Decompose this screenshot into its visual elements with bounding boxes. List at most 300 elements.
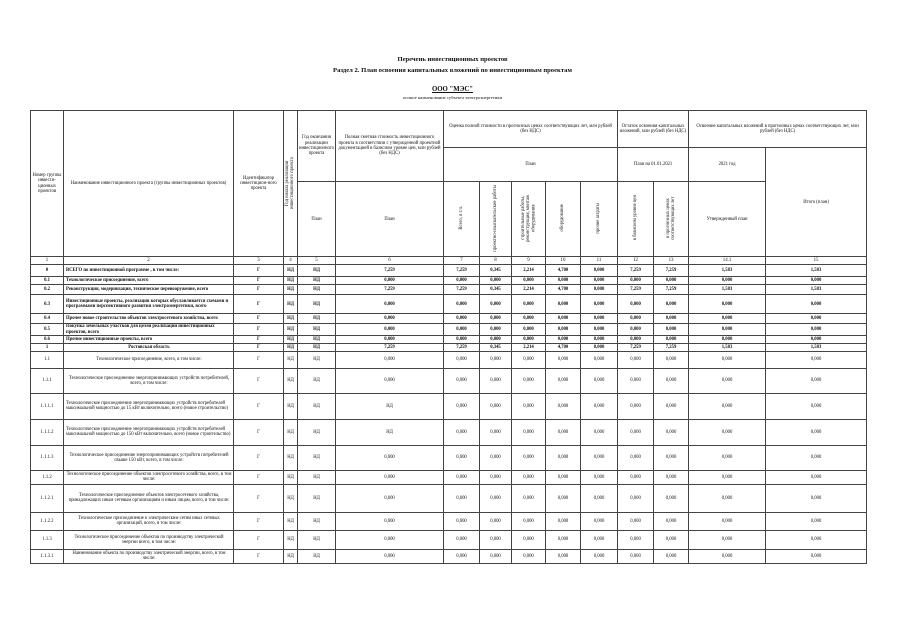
row-cell-v8: 0,345 [480, 265, 512, 277]
row-cell-v10: 4,700 [546, 343, 581, 351]
row-cell-v15: 1,583 [766, 265, 867, 277]
row-cell-v12: 0,000 [618, 335, 654, 343]
column-number: 1 [31, 257, 64, 265]
row-cell-v9: 0,000 [512, 324, 546, 336]
header-remaining-plan: План на 01.01.2021 [618, 148, 689, 182]
row-cell-v12: 7,259 [618, 343, 654, 351]
column-number: 15 [766, 257, 867, 265]
row-cell-v15: 0,000 [766, 324, 867, 336]
row-cell-v9: 0,000 [512, 295, 546, 314]
header-forecast-prices-text: в прогнозных ценах соответствующих лет [665, 196, 677, 240]
row-cell-name: Технологическое присоединение, всего, в том числе: [64, 351, 234, 368]
row-cell-v7: 0,000 [444, 314, 480, 324]
row-cell-v13: 0,000 [654, 419, 689, 445]
row-cell-v15: 1,583 [766, 285, 867, 295]
row-cell-v11: 0,000 [581, 484, 618, 512]
row-cell-full: 0,000 [336, 295, 444, 314]
row-cell-y1: НД [284, 393, 298, 419]
row-cell-v14: 0,000 [689, 314, 766, 324]
row-cell-num: 1.1.1.1 [31, 393, 64, 419]
header-other-costs [581, 182, 618, 257]
column-number: 7 [444, 257, 480, 265]
row-cell-y2: НД [298, 343, 336, 351]
row-cell-full: 7,259 [336, 265, 444, 277]
row-cell-v13: 0,000 [654, 351, 689, 368]
row-cell-id: Г [234, 445, 284, 470]
row-cell-v8: 0,345 [480, 285, 512, 295]
row-cell-id: Г [234, 351, 284, 368]
row-cell-v12: 0,000 [618, 295, 654, 314]
table-row [31, 265, 867, 277]
row-cell-num: 1.1.2.1 [31, 484, 64, 512]
table-row [31, 549, 867, 563]
row-cell-v14: 0,000 [689, 419, 766, 445]
row-cell-v7: 0,000 [444, 419, 480, 445]
row-cell-v8: 0,000 [480, 277, 512, 285]
column-number: 2 [64, 257, 234, 265]
row-cell-v12: 0,000 [618, 393, 654, 419]
row-cell-v13: 7,259 [654, 265, 689, 277]
row-cell-name: ВСЕГО по инвестиционной программе , в том числе: [64, 265, 234, 277]
row-cell-v13: 0,000 [654, 549, 689, 563]
row-cell-v7: 0,000 [444, 549, 480, 563]
row-cell-v9: 0,000 [512, 512, 546, 530]
column-number: 13 [654, 257, 689, 265]
row-cell-full: 0,000 [336, 335, 444, 343]
section-title: Раздел 2. План освоения капитальных вложений по инвестиционным проектам [333, 67, 572, 74]
row-cell-y2: НД [298, 295, 336, 314]
row-cell-num: 1.1.1.3 [31, 445, 64, 470]
table-body [31, 265, 867, 564]
row-cell-name: Технологическое присоединение энергопринимающих устройств потребителей максимальной мощностью до 15 кВт включительно, всего (новое строительство) [64, 393, 234, 419]
row-cell-v12: 0,000 [618, 314, 654, 324]
column-number: 8 [480, 257, 512, 265]
row-cell-id: Г [234, 512, 284, 530]
row-cell-num: 0.1 [31, 277, 64, 285]
row-cell-full: НД [336, 419, 444, 445]
row-cell-v14: 0,000 [689, 484, 766, 512]
row-cell-num: 0.4 [31, 314, 64, 324]
table-row [31, 393, 867, 419]
row-cell-v7: 7,259 [444, 343, 480, 351]
row-cell-v15: 0,000 [766, 549, 867, 563]
row-cell-v14: 0,000 [689, 530, 766, 549]
row-cell-y1: НД [284, 445, 298, 470]
row-cell-v12: 0,000 [618, 470, 654, 484]
row-cell-id: Г [234, 324, 284, 336]
row-cell-v15: 0,000 [766, 295, 867, 314]
row-cell-v12: 0,000 [618, 277, 654, 285]
row-cell-full: 0,000 [336, 351, 444, 368]
row-cell-v13: 0,000 [654, 314, 689, 324]
row-cell-full: 0,000 [336, 512, 444, 530]
row-cell-id: Г [234, 470, 284, 484]
row-cell-v9: 0,000 [512, 445, 546, 470]
row-cell-y1: НД [284, 512, 298, 530]
row-cell-full: 0,000 [336, 530, 444, 549]
header-equipment-text: оборудование [560, 204, 566, 232]
row-cell-v9: 0,000 [512, 277, 546, 285]
row-cell-name: Прочие инвестиционные проекты, всего [64, 335, 234, 343]
row-cell-id: Г [234, 549, 284, 563]
column-number: 3 [234, 257, 284, 265]
header-design-works-text: проектно-изыскательские работы [492, 184, 498, 252]
row-cell-v13: 7,259 [654, 285, 689, 295]
row-cell-num: 0.6 [31, 335, 64, 343]
row-cell-v14: 0,000 [689, 295, 766, 314]
row-cell-v14: 0,000 [689, 393, 766, 419]
row-cell-y1: НД [284, 335, 298, 343]
row-cell-v13: 0,000 [654, 470, 689, 484]
header-base-prices [618, 182, 654, 257]
row-cell-v13: 0,000 [654, 324, 689, 336]
row-cell-num: 1.1.3 [31, 530, 64, 549]
row-cell-full: 0,000 [336, 445, 444, 470]
row-cell-v10: 0,000 [546, 393, 581, 419]
row-cell-full: 7,259 [336, 285, 444, 295]
column-numbers-row [31, 257, 867, 265]
row-cell-v14: 0,000 [689, 277, 766, 285]
row-cell-v13: 0,000 [654, 512, 689, 530]
header-other-costs-text: прочие затраты [596, 202, 602, 234]
row-cell-v9: 2,214 [512, 285, 546, 295]
row-cell-id: Г [234, 530, 284, 549]
row-cell-name: Инвестиционные проекты, реализация которых обуславливается схемами и программами перспективного развития электроэнергетики, всего [64, 295, 234, 314]
header-end-year: Год окончания реализации инвестиционного проекта [298, 111, 336, 182]
row-cell-v10: 0,000 [546, 445, 581, 470]
header-equipment [546, 182, 581, 257]
table-row [31, 484, 867, 512]
row-cell-v14: 0,000 [689, 324, 766, 336]
row-cell-v10: 4,700 [546, 285, 581, 295]
row-cell-y2: НД [298, 277, 336, 285]
row-cell-v8: 0,000 [480, 549, 512, 563]
row-cell-y2: НД [298, 285, 336, 295]
row-cell-name: Прочее новое строительство объектов электросетевого хозяйства, всего [64, 314, 234, 324]
header-start-year-text: Год начала реализации инвестиционного проекта [285, 156, 296, 209]
column-number: 14.1 [689, 257, 766, 265]
row-cell-v11: 0,000 [581, 470, 618, 484]
row-cell-v12: 0,000 [618, 419, 654, 445]
row-cell-y2: НД [298, 351, 336, 368]
row-cell-v10: 0,000 [546, 512, 581, 530]
row-cell-v9: 0,000 [512, 549, 546, 563]
row-cell-v15: 0,000 [766, 335, 867, 343]
row-cell-v10: 0,000 [546, 470, 581, 484]
row-cell-id: Г [234, 335, 284, 343]
row-cell-id: Г [234, 484, 284, 512]
row-cell-v10: 0,000 [546, 530, 581, 549]
header-total-incl [444, 182, 480, 257]
row-cell-v15: 0,000 [766, 419, 867, 445]
table-row [31, 530, 867, 549]
row-cell-id: Г [234, 295, 284, 314]
row-cell-v9: 0,000 [512, 368, 546, 393]
row-cell-full: 0,000 [336, 314, 444, 324]
company-name: ООО "МЭС" [431, 86, 474, 93]
row-cell-v10: 0,000 [546, 549, 581, 563]
row-cell-num: 1.1.2 [31, 470, 64, 484]
row-cell-v8: 0,000 [480, 512, 512, 530]
row-cell-num: 0.2 [31, 285, 64, 295]
row-cell-num: 1.1.3.1 [31, 549, 64, 563]
row-cell-v10: 0,000 [546, 484, 581, 512]
row-cell-v8: 0,345 [480, 343, 512, 351]
row-cell-y1: НД [284, 549, 298, 563]
row-cell-v15: 0,000 [766, 484, 867, 512]
row-cell-v14: 0,000 [689, 549, 766, 563]
header-total-incl-text: Всего, в т.ч. [458, 206, 464, 230]
table-row [31, 277, 867, 285]
row-cell-v11: 0,000 [581, 277, 618, 285]
row-cell-v8: 0,000 [480, 419, 512, 445]
row-cell-v7: 0,000 [444, 335, 480, 343]
header-end-year-plan: План [298, 182, 336, 257]
header-total-plan: Итого (план) [766, 148, 867, 257]
row-cell-y2: НД [298, 512, 336, 530]
row-cell-v14: 0,000 [689, 335, 766, 343]
row-cell-full: 0,000 [336, 549, 444, 563]
row-cell-v8: 0,000 [480, 484, 512, 512]
header-approved-plan: Утвержденный план [689, 182, 766, 257]
row-cell-v10: 0,000 [546, 314, 581, 324]
table-row [31, 445, 867, 470]
row-cell-y2: НД [298, 368, 336, 393]
row-cell-v15: 0,000 [766, 445, 867, 470]
row-cell-full: НД [336, 393, 444, 419]
row-cell-name: Технологическое присоединение, всего [64, 277, 234, 285]
row-cell-num: 1.1.2.2 [31, 512, 64, 530]
row-cell-y1: НД [284, 324, 298, 336]
row-cell-v11: 0,000 [581, 295, 618, 314]
row-cell-v8: 0,000 [480, 393, 512, 419]
row-cell-v13: 7,259 [654, 343, 689, 351]
row-cell-v15: 1,583 [766, 343, 867, 351]
row-cell-num: 0.3 [31, 295, 64, 314]
row-cell-v9: 2,214 [512, 343, 546, 351]
row-cell-v12: 7,259 [618, 265, 654, 277]
row-cell-num: 1 [31, 343, 64, 351]
row-cell-v10: 0,000 [546, 335, 581, 343]
row-cell-y2: НД [298, 484, 336, 512]
header-forecast-plan: План [444, 148, 618, 182]
header-construction-works [512, 182, 546, 257]
row-cell-v15: 0,000 [766, 351, 867, 368]
row-cell-v11: 0,000 [581, 549, 618, 563]
column-number: 10 [546, 257, 581, 265]
row-cell-y2: НД [298, 549, 336, 563]
row-cell-id: Г [234, 277, 284, 285]
row-cell-v15: 0,000 [766, 368, 867, 393]
row-cell-id: Г [234, 393, 284, 419]
header-design-works [480, 182, 512, 257]
row-cell-v13: 0,000 [654, 335, 689, 343]
row-cell-v8: 0,000 [480, 335, 512, 343]
row-cell-y2: НД [298, 335, 336, 343]
row-cell-v8: 0,000 [480, 314, 512, 324]
row-cell-y2: НД [298, 445, 336, 470]
row-cell-y1: НД [284, 368, 298, 393]
row-cell-v9: 0,000 [512, 314, 546, 324]
row-cell-v7: 0,000 [444, 393, 480, 419]
row-cell-v7: 0,000 [444, 530, 480, 549]
company-caption: полное наименование субъекта электроэнергетики [402, 95, 503, 100]
header-construction-works-text: строительные работы, реконструкция, монтаж оборудования [520, 194, 537, 242]
row-cell-v13: 0,000 [654, 530, 689, 549]
row-cell-v7: 0,000 [444, 324, 480, 336]
header-start-year [284, 111, 298, 257]
row-cell-v11: 0,000 [581, 335, 618, 343]
row-cell-y1: НД [284, 419, 298, 445]
row-cell-v11: 0,000 [581, 265, 618, 277]
row-cell-full: 0,000 [336, 470, 444, 484]
row-cell-name: Покупка земельных участков для целей реализации инвестиционных проектов, всего [64, 324, 234, 336]
row-cell-v12: 0,000 [618, 512, 654, 530]
row-cell-v9: 0,000 [512, 484, 546, 512]
row-cell-v15: 0,000 [766, 314, 867, 324]
row-cell-v14: 1,583 [689, 343, 766, 351]
row-cell-v15: 0,000 [766, 512, 867, 530]
header-development: Освоение капитальных вложений в прогнозных ценах соответствующих лет, млн рублей (без НДС) [689, 111, 867, 148]
row-cell-v8: 0,000 [480, 470, 512, 484]
column-number: 12 [618, 257, 654, 265]
row-cell-name: Технологическое присоединение к электрическим сетям иных сетевых организаций, всего, в том числе: [64, 512, 234, 530]
row-cell-v10: 0,000 [546, 419, 581, 445]
row-cell-y1: НД [284, 295, 298, 314]
row-cell-v8: 0,000 [480, 324, 512, 336]
row-cell-v12: 0,000 [618, 368, 654, 393]
row-cell-v13: 0,000 [654, 295, 689, 314]
row-cell-name: Наименование объекта по производству электрической энергии, всего, в том числе: [64, 549, 234, 563]
row-cell-v11: 0,000 [581, 530, 618, 549]
row-cell-y1: НД [284, 470, 298, 484]
column-number: 6 [336, 257, 444, 265]
row-cell-y2: НД [298, 314, 336, 324]
row-cell-v13: 0,000 [654, 393, 689, 419]
row-cell-v7: 0,000 [444, 484, 480, 512]
row-cell-v10: 0,000 [546, 277, 581, 285]
row-cell-y1: НД [284, 351, 298, 368]
row-cell-v12: 0,000 [618, 484, 654, 512]
row-cell-y2: НД [298, 530, 336, 549]
table-row [31, 285, 867, 295]
row-cell-name: Технологическое присоединение объектов электросетевого хозяйства, принадлежащих иным сетевым организациям и иным лицам, всего, в том числе: [64, 484, 234, 512]
row-cell-v8: 0,000 [480, 295, 512, 314]
row-cell-v9: 0,000 [512, 335, 546, 343]
row-cell-v11: 0,000 [581, 351, 618, 368]
row-cell-name: Технологическое присоединение объектов по производству электрической энергии всего, в том числе: [64, 530, 234, 549]
table-row [31, 324, 867, 336]
header-project-name: Наименование инвестиционного проекта (группы инвестиционных проектов) [64, 111, 234, 257]
row-cell-name: Технологическое присоединение энергопринимающих устройств потребителей, всего, в том числе: [64, 368, 234, 393]
header-forecast-prices [654, 182, 689, 257]
header-project-id: Идентификатор инвестицион-ного проекта [234, 111, 284, 257]
row-cell-id: Г [234, 419, 284, 445]
row-cell-v9: 0,000 [512, 393, 546, 419]
row-cell-y1: НД [284, 285, 298, 295]
row-cell-name: Технологическое присоединение объектов электросетевого хозяйства, всего, в том числе: [64, 470, 234, 484]
row-cell-v11: 0,000 [581, 285, 618, 295]
row-cell-v14: 0,000 [689, 445, 766, 470]
header-full-cost: Полная сметная стоимость инвестиционного проекта в соответствии с утвержденной проектной документацией в базисном уровне цен, млн рублей (без НДС) [336, 111, 444, 182]
row-cell-v11: 0,000 [581, 512, 618, 530]
row-cell-v14: 1,583 [689, 285, 766, 295]
row-cell-v13: 0,000 [654, 368, 689, 393]
document-title: Перечень инвестиционных проектов [397, 56, 508, 63]
table-row [31, 314, 867, 324]
row-cell-v15: 0,000 [766, 277, 867, 285]
row-cell-num: 0.5 [31, 324, 64, 336]
row-cell-v11: 0,000 [581, 445, 618, 470]
row-cell-v12: 0,000 [618, 445, 654, 470]
row-cell-id: Г [234, 368, 284, 393]
header-remaining: Остаток освоения капитальных вложений, млн рублей (без НДС) [618, 111, 689, 148]
table-row [31, 419, 867, 445]
row-cell-v7: 7,259 [444, 265, 480, 277]
row-cell-v12: 0,000 [618, 549, 654, 563]
row-cell-v10: 0,000 [546, 351, 581, 368]
row-cell-num: 1.1.1.2 [31, 419, 64, 445]
column-number: 9 [512, 257, 546, 265]
row-cell-v11: 0,000 [581, 393, 618, 419]
header-group-number: Номер группы инвести-ционных проектов [31, 111, 64, 257]
row-cell-v11: 0,000 [581, 343, 618, 351]
row-cell-v9: 0,000 [512, 470, 546, 484]
row-cell-v7: 0,000 [444, 470, 480, 484]
row-cell-v7: 0,000 [444, 351, 480, 368]
header-full-cost-plan: План [336, 182, 444, 257]
investment-table [30, 110, 867, 564]
row-cell-v8: 0,000 [480, 445, 512, 470]
row-cell-y1: НД [284, 343, 298, 351]
row-cell-v11: 0,000 [581, 419, 618, 445]
row-cell-v9: 2,214 [512, 265, 546, 277]
row-cell-full: 0,000 [336, 368, 444, 393]
table-row [31, 351, 867, 368]
row-cell-y2: НД [298, 324, 336, 336]
row-cell-v7: 0,000 [444, 445, 480, 470]
row-cell-v8: 0,000 [480, 368, 512, 393]
row-cell-v14: 0,000 [689, 351, 766, 368]
row-cell-y2: НД [298, 265, 336, 277]
row-cell-v7: 0,000 [444, 295, 480, 314]
table-row [31, 343, 867, 351]
row-cell-full: 0,000 [336, 324, 444, 336]
header-forecast-cost: Оценка полной стоимости в прогнозных ценах соответствующих лет, млн рублей (без НДС) [444, 111, 618, 148]
column-number: 11 [581, 257, 618, 265]
row-cell-v14: 0,000 [689, 470, 766, 484]
row-cell-v13: 0,000 [654, 484, 689, 512]
row-cell-y1: НД [284, 484, 298, 512]
row-cell-v11: 0,000 [581, 314, 618, 324]
row-cell-v8: 0,000 [480, 351, 512, 368]
row-cell-v7: 0,000 [444, 368, 480, 393]
row-cell-v15: 0,000 [766, 393, 867, 419]
row-cell-v14: 0,000 [689, 512, 766, 530]
row-cell-v8: 0,000 [480, 530, 512, 549]
row-cell-v9: 0,000 [512, 530, 546, 549]
row-cell-v12: 0,000 [618, 530, 654, 549]
row-cell-num: 1.1 [31, 351, 64, 368]
table-row [31, 512, 867, 530]
row-cell-v15: 0,000 [766, 530, 867, 549]
row-cell-y2: НД [298, 393, 336, 419]
row-cell-v12: 0,000 [618, 324, 654, 336]
row-cell-id: Г [234, 265, 284, 277]
row-cell-v12: 7,259 [618, 285, 654, 295]
row-cell-v9: 0,000 [512, 351, 546, 368]
row-cell-v10: 0,000 [546, 295, 581, 314]
